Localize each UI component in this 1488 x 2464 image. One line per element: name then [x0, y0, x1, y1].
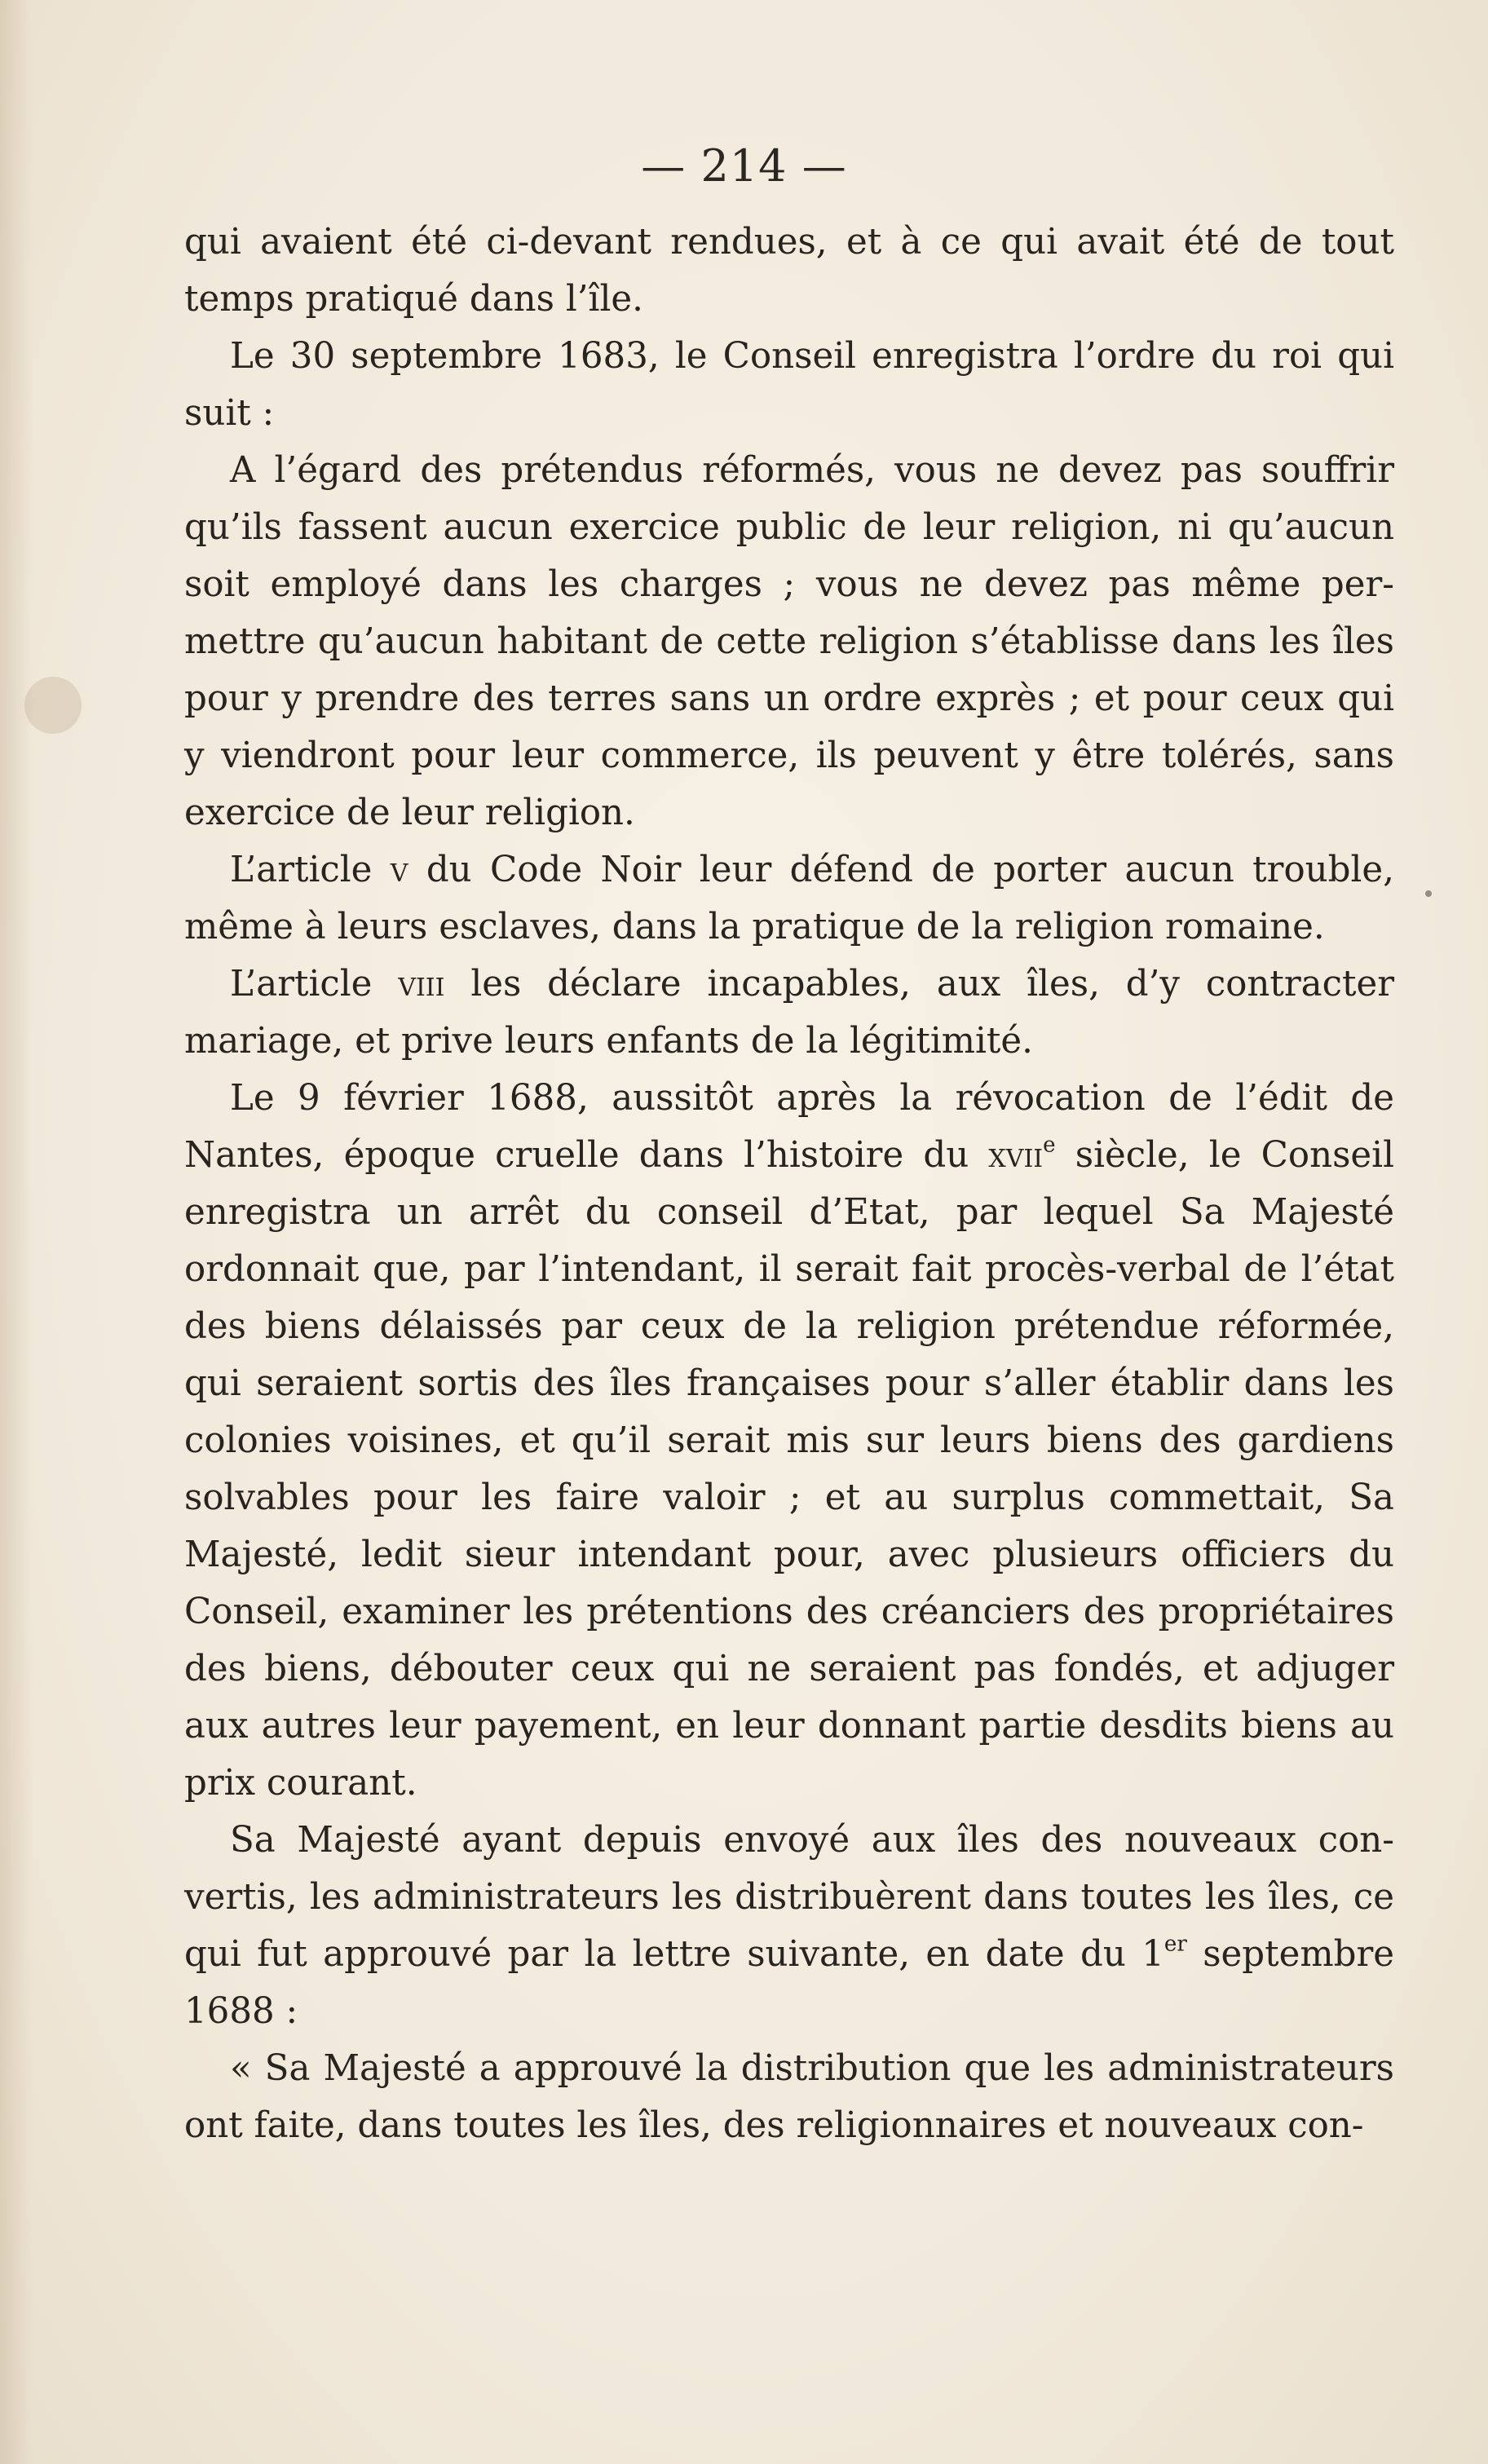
paragraph-quotation: « Sa Majesté a approuvé la distribution que les administrateurs ont faite, dans toutes les îles, des religionnaires et nouveaux con- [184, 2048, 1394, 2146]
text-run: les déclare incapables, aux îles, d’y contracter mariage, et prive leurs enfants de la légitimité. [184, 964, 1394, 1062]
text-run: Le 9 février 1688, aussitôt après la révocation de l’édit de Nantes, époque cruelle dans l’histoire du [184, 1078, 1394, 1176]
text-run: L’article [230, 850, 391, 890]
page-number: — 214 — [641, 140, 847, 192]
paper-stain [24, 677, 82, 734]
roman-numeral: xvii [988, 1135, 1044, 1176]
paragraph-article-viii [184, 956, 1394, 1070]
text-run: du Code Noir leur défend de porter aucun trouble, même à leurs esclaves, dans la pratique de la religion romaine. [184, 850, 1394, 947]
ink-speck [1425, 890, 1432, 897]
roman-numeral: viii [398, 964, 445, 1005]
text-run: L’article [230, 964, 399, 1005]
roman-numeral: v [390, 850, 408, 890]
paragraph-continuation: qui avaient été ci-devant rendues, et à ce qui avait été de tout temps pratiqué dans l’île. [184, 222, 1394, 320]
text-run: septembre 1688 : [184, 1934, 1394, 2032]
page-edge-shadow [0, 0, 33, 2464]
paragraph-february-1688 [184, 1070, 1394, 1812]
paragraph-order-1683: Le 30 septembre 1683, le Conseil enregistra l’ordre du roi qui suit : [184, 336, 1394, 434]
paragraph-new-converts [184, 1812, 1394, 2040]
paragraph-article-v [184, 841, 1394, 956]
body-text [184, 214, 1394, 2154]
text-run: siècle, le Conseil enregistra un arrêt du conseil d’Etat, par lequel Sa Majesté ordonnait que, par l’intendant, il serait fait procès-verbal de l’état des biens délaissés par ceux de la religion prétendue réformée, qui seraient sortis des îles françaises pour s’aller établir dans les colonies voisines, et qu’il serait mis sur leurs biens des gardiens solvables pour les faire valoir ; et au surplus commettait, Sa Majesté, ledit sieur intendant pour, avec plusieurs officiers du Conseil, examiner les prétentions des créanciers des propriétaires des biens, débouter ceux qui ne seraient pas fondés, et adjuger aux autres leur payement, en leur donnant partie desdits biens au prix courant. [184, 1135, 1395, 1804]
superscript: er [1163, 1932, 1187, 1957]
text-run: Sa Majesté ayant depuis envoyé aux îles des nouveaux convertis, les administrateurs les distribuèrent dans toutes les îles, ce qui fut approuvé par la lettre suivante, en date du 1 [184, 1820, 1394, 1975]
superscript: e [1043, 1133, 1056, 1158]
paragraph-royal-order: A l’égard des prétendus réformés, vous ne devez pas souffrir qu’ils fassent aucun exercice public de leur religion, ni qu’aucun soit employé dans les charges ; vous ne devez pas même permettre qu’aucun habitant de cette religion s’établisse dans les îles pour y prendre des terres sans un ordre exprès ; et pour ceux qui y viendront pour leur commerce, ils peuvent y être tolérés, sans exercice de leur religion. [184, 450, 1394, 833]
